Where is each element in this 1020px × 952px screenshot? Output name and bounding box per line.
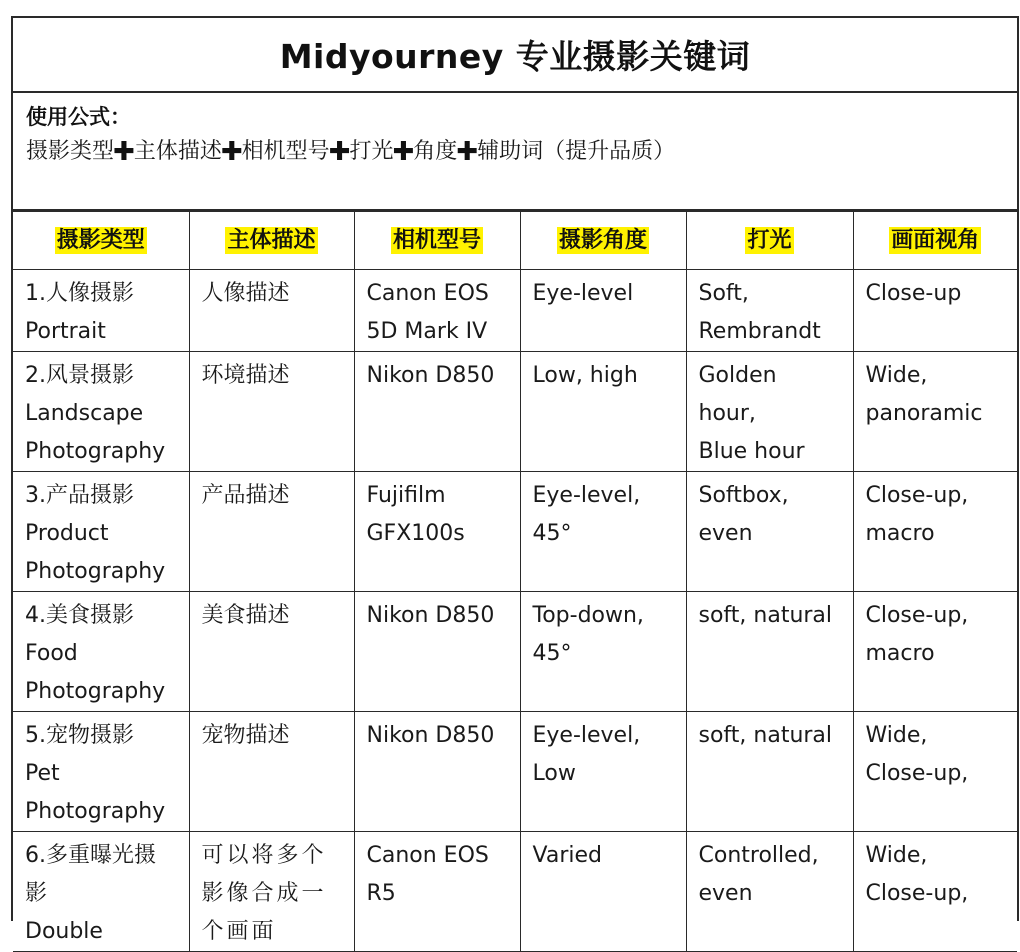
table-cell-type (13, 270, 189, 352)
table-cell-subject (189, 832, 354, 952)
table-cell-view (853, 472, 1017, 592)
table-row (13, 712, 1017, 832)
header-label: 打光 (747, 227, 792, 253)
table-cell-camera (354, 352, 520, 472)
table-cell-type (13, 832, 189, 952)
cell-text: Eye-level, (532, 723, 641, 748)
cell-text: Canon EOS (366, 843, 489, 868)
header-cell (189, 212, 354, 270)
table-cell-subject (189, 472, 354, 592)
header-cell (13, 212, 189, 270)
cell-text: Food (25, 641, 78, 666)
cell-text: Portrait (25, 319, 106, 344)
formula-part: 主体描述 (133, 139, 222, 164)
header-cell (853, 212, 1017, 270)
table-header-row (13, 212, 1017, 270)
table-cell-type (13, 352, 189, 472)
cell-text: 个画面 (201, 919, 277, 944)
cell-text: Eye-level (532, 281, 634, 306)
formula-part: 角度 (413, 139, 458, 164)
header-label: 摄影角度 (558, 227, 647, 253)
cell-text: 美食描述 (201, 603, 290, 628)
cell-text: panoramic (865, 401, 983, 426)
header-label: 主体描述 (227, 227, 316, 253)
cell-text: even (698, 521, 753, 546)
cell-text: Product (25, 521, 109, 546)
cell-text: Nikon D850 (366, 603, 495, 628)
cell-text: 4.美食摄影 (25, 603, 134, 628)
cell-text: Nikon D850 (366, 723, 495, 748)
cell-text: Close-up, (865, 761, 969, 786)
table-cell-type (13, 712, 189, 832)
table-cell-camera (354, 472, 520, 592)
cell-text: Canon EOS (366, 281, 489, 306)
formula-part: 辅助词（提升品质） (477, 139, 676, 164)
title-row (13, 18, 1017, 93)
cell-text: R5 (366, 881, 396, 906)
cell-text: hour, (698, 401, 756, 426)
cell-text: Close-up (865, 281, 962, 306)
header-cell (686, 212, 853, 270)
cell-text: Golden (698, 363, 777, 388)
cell-text: Top-down, (532, 603, 644, 628)
formula-line (26, 133, 1017, 171)
cell-text: Photography (25, 679, 166, 704)
cell-text: 影像合成一 (201, 881, 327, 906)
table-cell-lighting (686, 832, 853, 952)
table-cell-angle (520, 592, 686, 712)
cell-text: Close-up, (865, 483, 969, 508)
formula-section (13, 93, 1017, 211)
table-row (13, 472, 1017, 592)
keyword-table (13, 211, 1017, 952)
cell-text: macro (865, 641, 935, 666)
plus-icon: ✚ (392, 137, 415, 167)
cell-text: Double (25, 919, 103, 944)
cell-text: 5.宠物摄影 (25, 723, 134, 748)
cell-text: 产品描述 (201, 483, 290, 508)
table-cell-camera (354, 712, 520, 832)
table-cell-type (13, 592, 189, 712)
cell-text: Wide, (865, 363, 928, 388)
formula-part: 相机型号 (241, 139, 330, 164)
cell-text: 环境描述 (201, 363, 290, 388)
plus-icon: ✚ (456, 137, 479, 167)
cell-text: 人像描述 (201, 281, 290, 306)
table-cell-angle (520, 832, 686, 952)
table-cell-angle (520, 472, 686, 592)
table-cell-angle (520, 352, 686, 472)
header-label: 相机型号 (392, 227, 481, 253)
cell-text: Low, high (532, 363, 638, 388)
plus-icon: ✚ (220, 137, 243, 167)
table-cell-view (853, 352, 1017, 472)
cell-text: GFX100s (366, 521, 465, 546)
cell-text: Photography (25, 559, 166, 584)
cell-text: 6.多重曝光摄 (25, 843, 156, 868)
table-row (13, 832, 1017, 952)
formula-part: 打光 (349, 139, 394, 164)
cell-text: Landscape (25, 401, 144, 426)
table-cell-camera (354, 270, 520, 352)
cell-text: even (698, 881, 753, 906)
cell-text: 可以将多个 (201, 843, 327, 868)
cell-text: Close-up, (865, 603, 969, 628)
table-cell-camera (354, 592, 520, 712)
header-cell (354, 212, 520, 270)
table-cell-view (853, 592, 1017, 712)
table-cell-lighting (686, 352, 853, 472)
cell-text: 1.人像摄影 (25, 281, 134, 306)
table-cell-lighting (686, 712, 853, 832)
cell-text: soft, natural (698, 723, 833, 748)
header-label: 摄影类型 (56, 227, 145, 253)
table-cell-lighting (686, 472, 853, 592)
cell-text: macro (865, 521, 935, 546)
table-cell-view (853, 270, 1017, 352)
cell-text: 3.产品摄影 (25, 483, 134, 508)
cell-text: soft, natural (698, 603, 833, 628)
cell-text: Wide, (865, 843, 928, 868)
cell-text: 2.风景摄影 (25, 363, 134, 388)
cell-text: Blue hour (698, 439, 805, 464)
cell-text: Controlled, (698, 843, 819, 868)
cell-text: 45° (532, 641, 572, 666)
cell-text: Eye-level, (532, 483, 641, 508)
table-cell-angle (520, 712, 686, 832)
formula-label: 使用公式： (26, 105, 131, 129)
cell-text: Nikon D850 (366, 363, 495, 388)
cell-text: Low (532, 761, 576, 786)
plus-icon: ✚ (328, 137, 351, 167)
keyword-sheet (11, 16, 1019, 944)
cell-text: Photography (25, 439, 166, 464)
table-row (13, 592, 1017, 712)
table-cell-type (13, 472, 189, 592)
table-cell-view (853, 712, 1017, 832)
table-cell-subject (189, 270, 354, 352)
cell-text: Close-up, (865, 881, 969, 906)
header-cell (520, 212, 686, 270)
table-cell-lighting (686, 270, 853, 352)
header-label: 画面视角 (891, 227, 980, 253)
cell-text: 5D Mark IV (366, 319, 488, 344)
table-cell-subject (189, 592, 354, 712)
formula-part: 摄影类型 (26, 139, 115, 164)
cell-text: Rembrandt (698, 319, 821, 344)
cell-text: 影 (25, 881, 48, 906)
cell-text: Pet (25, 761, 60, 786)
cell-text: Softbox, (698, 483, 789, 508)
table-cell-lighting (686, 592, 853, 712)
table-cell-angle (520, 270, 686, 352)
page-title: Midyourney 专业摄影关键词 (279, 37, 751, 76)
table-cell-camera (354, 832, 520, 952)
table-cell-subject (189, 352, 354, 472)
cell-text: Photography (25, 799, 166, 824)
table-row (13, 352, 1017, 472)
cell-text: Soft, (698, 281, 749, 306)
cell-text: Fujifilm (366, 483, 446, 508)
table-cell-subject (189, 712, 354, 832)
cell-text: 宠物描述 (201, 723, 290, 748)
plus-icon: ✚ (113, 137, 135, 167)
table-row (13, 270, 1017, 352)
table-cell-view (853, 832, 1017, 952)
cell-text: Wide, (865, 723, 928, 748)
cell-text: 45° (532, 521, 572, 546)
cell-text: Varied (532, 843, 602, 868)
